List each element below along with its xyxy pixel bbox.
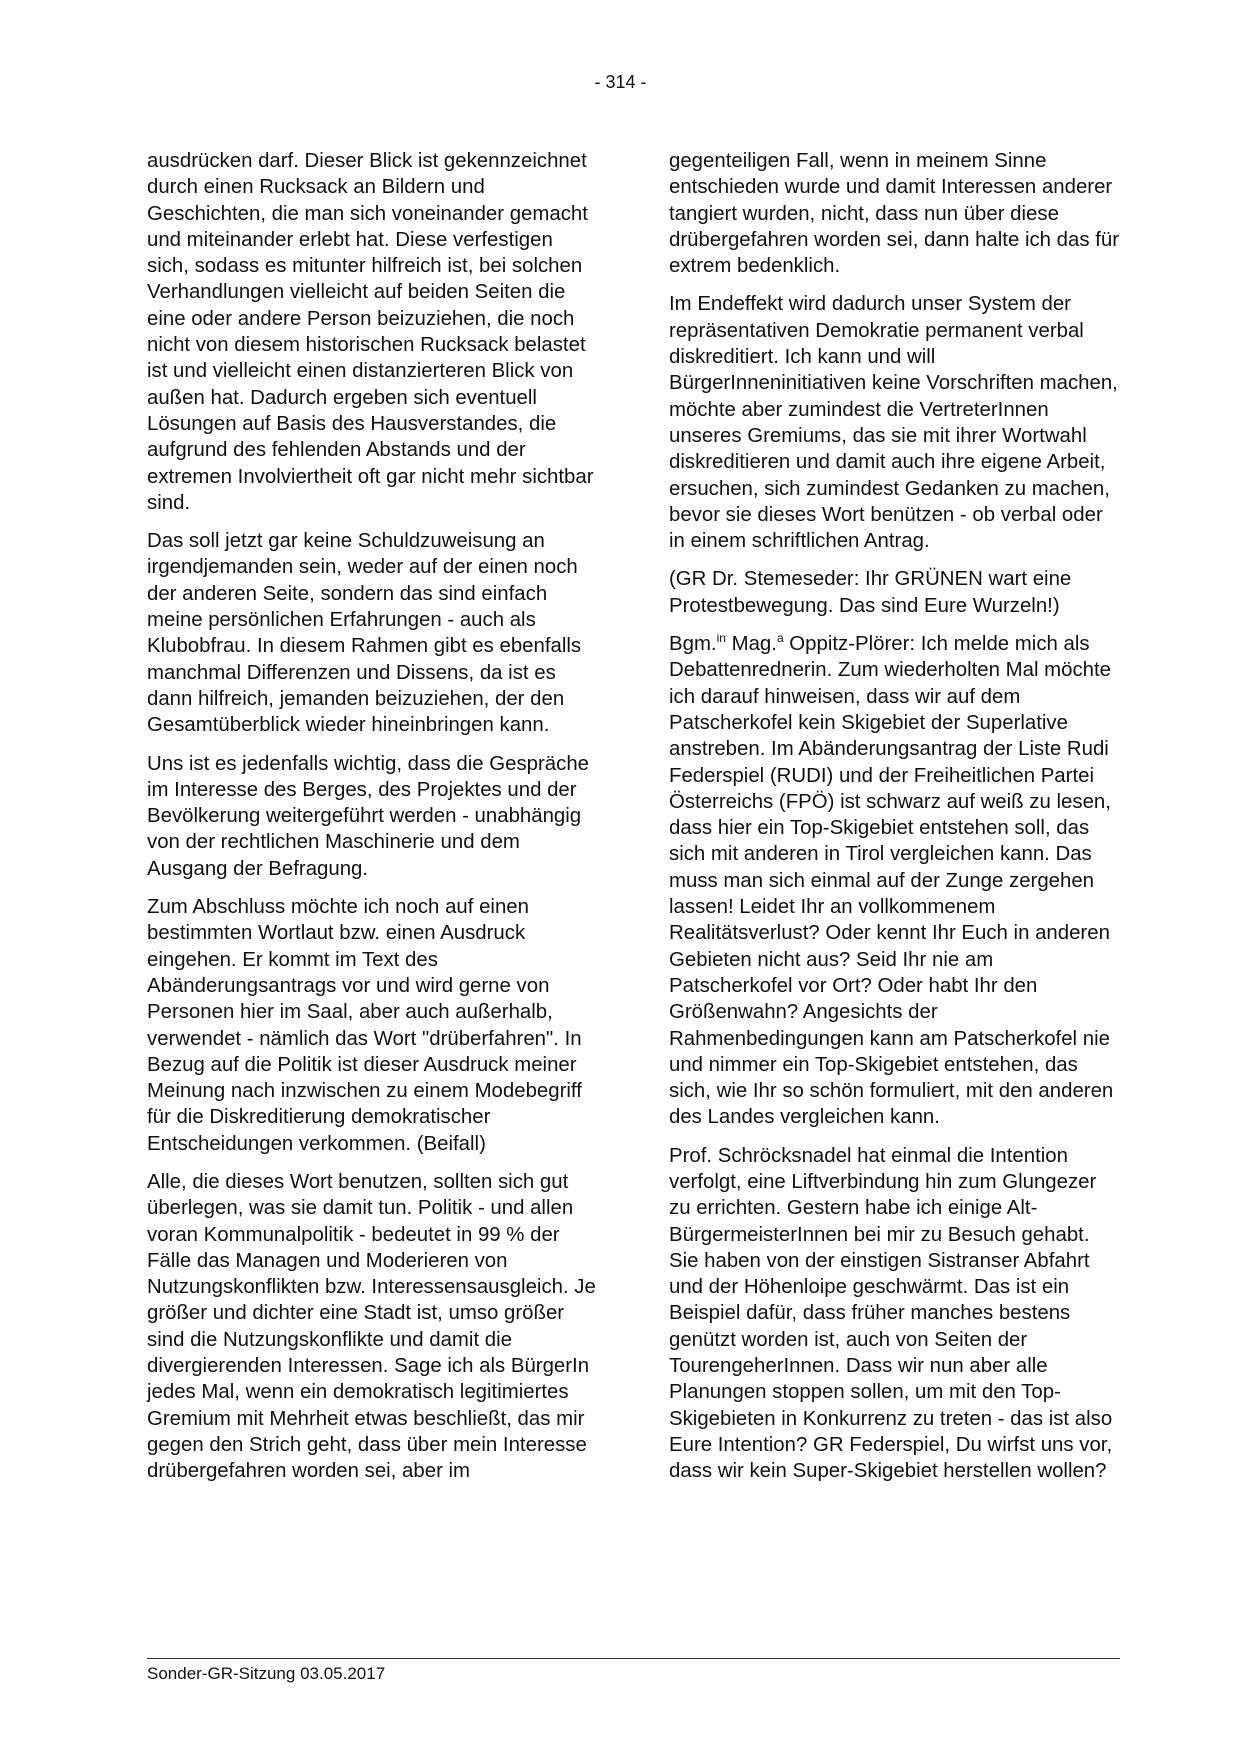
speaker-paragraph <box>669 631 1121 1131</box>
speaker-title-sup: in <box>716 631 726 646</box>
footer-session-label: Sonder-GR-Sitzung 03.05.2017 <box>147 1664 386 1683</box>
speaker-title: Bgm. <box>669 633 717 656</box>
paragraph: gegenteiligen Fall, wenn in meinem Sinne entschieden wurde und damit Interessen anderer tangiert wurden, nicht, dass nun über diese drübergefahren worden sei, dann halte ich das für extrem bedenklich. <box>669 150 1120 278</box>
footer-divider <box>147 1658 1120 1659</box>
paragraph: ausdrücken darf. Dieser Blick ist gekennzeichnet durch einen Rucksack an Bildern und Geschichten, die man sich voneinander gemacht und miteinander erlebt hat. Diese verfestigen sich, sodass es mitunter hilfreich ist, bei solchen Verhandlungen vielleicht auf beiden Seiten die eine oder andere Person beizuziehen, die noch nicht von diesem historischen Rucksack belastet ist und vielleicht einen distanzierteren Blick von außen hat. Dadurch ergeben sich eventuell Lösungen auf Basis des Hausverstandes, die aufgrund des fehlenden Abstands und der extremen Involviertheit oft gar nicht mehr sichtbar sind. <box>147 150 594 514</box>
paragraph: Prof. Schröcksnadel hat einmal die Intention verfolgt, eine Liftverbindung hin zum Glungezer zu errichten. Gestern habe ich einige Alt-BürgermeisterInnen bei mir zu Besuch gehabt. Sie haben von der einstigen Sistranser Abfahrt und der Höhenloipe geschwärmt. Das ist ein Beispiel dafür, dass früher manches bestens genützt worden ist, auch von Seiten der TourengeherInnen. Dass wir nun aber alle Planungen stoppen sollen, um mit den Top-Skigebieten in Konkurrenz zu treten - das ist also Eure Intention? GR Federspiel, Du wirfst uns vor, dass wir kein Super-Skigebiet herstellen wollen? <box>669 1144 1113 1483</box>
paragraph: Uns ist es jedenfalls wichtig, dass die Gespräche im Interesse des Berges, des Projektes und der Bevölkerung weitergeführt werden - unabhängig von der rechtlichen Maschinerie und dem Ausgang der Befragung. <box>147 752 590 880</box>
speaker-degree: Mag. <box>725 633 777 656</box>
paragraph: Im Endeffekt wird dadurch unser System der repräsentativen Demokratie permanent verbal diskreditiert. Ich kann und will BürgerInneninitiativen keine Vorschriften machen, möchte aber zumindest die VertreterInnen unseres Gremiums, das sie mit ihrer Wortwahl diskreditieren und damit auch ihre eigene Arbeit, ersuchen, sich zumindest Gedanken zu machen, bevor sie dieses Wort benützen - ob verbal oder in einem schriftlichen Antrag. <box>669 293 1118 553</box>
right-column <box>669 148 1121 1497</box>
speaker-name: Oppitz-Plörer: <box>783 633 916 656</box>
paragraph: Alle, die dieses Wort benutzen, sollten sich gut überlegen, was sie damit tun. Politik - und allen voran Kommunalpolitik - bedeutet in 99 % der Fälle das Managen und Moderieren von Nutzungskonflikten bzw. Interessensausgleich. Je größer und dichter eine Stadt ist, umso größer sind die Nutzungskonflikte und damit die divergierenden Interessen. Sage ich als BürgerIn jedes Mal, wenn ein demokratisch legitimiertes Gremium mit Mehrheit etwas beschließt, das mir gegen den Strich geht, dass über mein Interesse drübergefahren worden sei, aber im <box>147 1170 596 1483</box>
page-number: - 314 - <box>594 72 647 92</box>
left-column <box>147 148 599 1497</box>
speaker-text: Ich melde mich als Debattenrednerin. Zum wiederholten Mal möchte ich darauf hinweisen, dass wir auf dem Patscherkofel kein Skigebiet der Superlative anstreben. Im Abänderungsantrag der Liste Rudi Federspiel (RUDI) und der Freiheitlichen Partei Österreichs (FPÖ) ist schwarz auf weiß zu lesen, dass hier ein Top-Skigebiet entstehen soll, das sich mit anderen in Tirol vergleichen kann. Das muss man sich einmal auf der Zunge zergehen lassen! Leidet Ihr an vollkommenem Realitätsverlust? Oder kennt Ihr Euch in anderen Gebieten nicht aus? Seid Ihr nie am Patscherkofel vor Ort? Oder habt Ihr den Größenwahn? Angesichts der Rahmenbedingungen kann am Patscherkofel nie und nimmer ein Top-Skigebiet entstehen, das sich, wie Ihr so schön formuliert, mit den anderen des Landes vergleichen kann. <box>669 633 1114 1129</box>
paragraph: Das soll jetzt gar keine Schuldzuweisung an irgendjemanden sein, weder auf der einen noch der anderen Seite, sondern das sind einfach meine persönlichen Erfahrungen - auch als Klubobfrau. In diesem Rahmen gibt es ebenfalls manchmal Differenzen und Dissens, da ist es dann hilfreich, jemanden beizuziehen, der den Gesamtüberblick wieder hineinbringen kann. <box>147 530 582 737</box>
paragraph: Zum Abschluss möchte ich noch auf einen bestimmten Wortlaut bzw. einen Ausdruck eingehen. Er kommt im Text des Abänderungsantrags vor und wird gerne von Personen hier im Saal, aber auch außerhalb, verwendet - nämlich das Wort "drüberfahren". In Bezug auf die Politik ist dieser Ausdruck meiner Meinung nach inzwischen zu einem Modebegriff für die Diskreditierung demokratischer Entscheidungen verkommen. (Beifall) <box>147 896 582 1155</box>
interjection: (GR Dr. Stemeseder: Ihr GRÜNEN wart eine Protestbewegung. Das sind Eure Wurzeln!) <box>669 568 1072 617</box>
speaker-degree-sup: a <box>776 631 784 646</box>
